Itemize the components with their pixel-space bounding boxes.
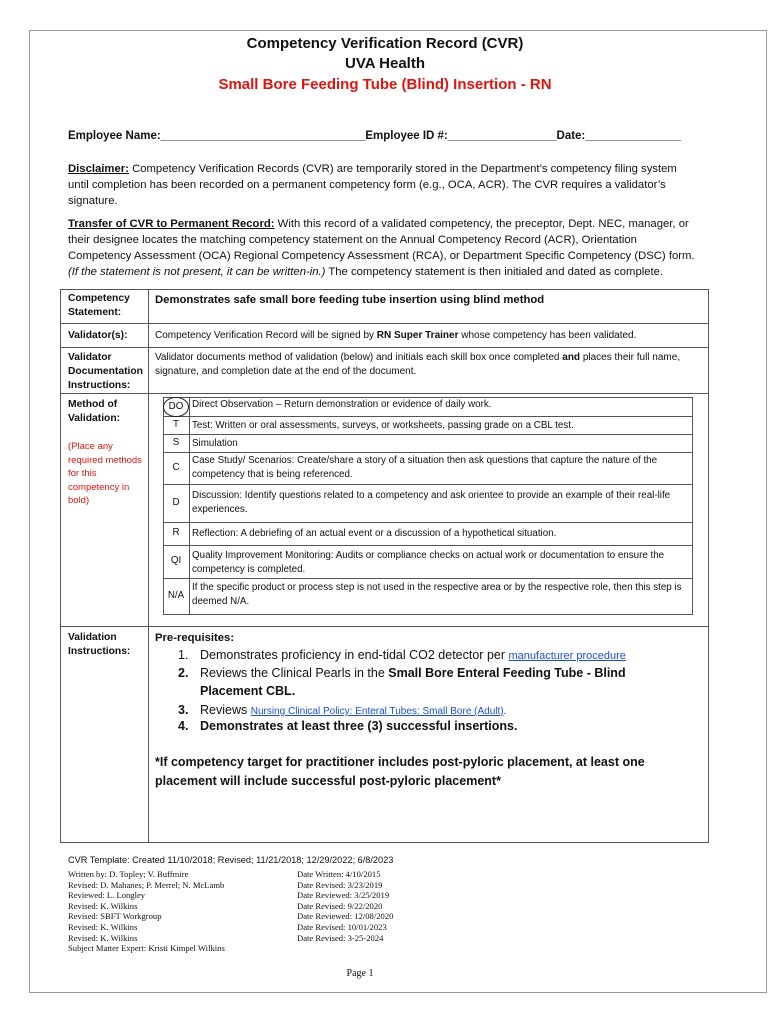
revision-date: Date Reviewed: 3/25/2019 — [297, 890, 390, 901]
prereq-2-text: Reviews the Clinical Pearls in the — [200, 666, 389, 680]
revision-entry: Subject Matter Expert: Kristi Kimpel Wilkins — [68, 943, 225, 954]
validator-doc-post: places their full name, signature, and completion date at the end of the document. — [155, 352, 681, 377]
method-code: DO — [168, 401, 184, 412]
revision-entry: Reviewed: L. Longley — [68, 890, 146, 901]
method-code: C — [172, 462, 180, 473]
table-column-divider — [148, 289, 149, 843]
revision-history-left — [68, 869, 225, 954]
revision-entry: Revised: K. Wilkins — [68, 932, 138, 943]
employee-info-line: Employee Name:________________________________Employee ID #:_________________Date:_______________ — [68, 130, 682, 142]
method-description: Test: Written or oral assessments, surveys, or worksheets, passing grade on a CBL test. — [192, 420, 574, 431]
manufacturer-procedure-link[interactable]: manufacturer procedure — [508, 650, 626, 662]
validation-instructions-label: Validation Instructions: — [68, 632, 131, 657]
methods-row-divider — [163, 434, 693, 435]
validator-text-post: whose competency has been validated. — [458, 330, 637, 341]
prereq-2-cbl-name: Small Bore Enteral Feeding Tube - Blind Placement CBL — [200, 666, 626, 698]
table-row-divider — [60, 626, 709, 627]
prereq-number: 1. — [178, 648, 189, 662]
validator-doc-label: Validator Documentation Instructions: — [68, 352, 143, 391]
disclaimer-paragraph — [68, 161, 700, 209]
method-code: R — [172, 527, 180, 538]
prereq-number: 2. — [178, 666, 189, 680]
prereq-item-1 — [200, 646, 700, 665]
prereq-1-text: Demonstrates proficiency in end-tidal CO2 detector per — [200, 648, 506, 662]
method-description: Discussion: Identify questions related to a competency and ask orientee to provide an example of their real-life experiences. — [192, 490, 671, 515]
disclaimer-text: Competency Verification Records (CVR) are temporarily stored in the Department’s competency filing system until completion has been recorded on a permanent competency form (e.g., OCA, ACR). The CVR requires a validator’s signature. — [68, 163, 677, 207]
validator-doc-pre: Validator documents method of validation (below) and initials each skill box once completed — [155, 352, 563, 363]
transfer-text: With this record of a validated competency, the preceptor, Dept. NEC, manager, or their designee locates the matching competency statement on the Annual Competency Record (ACR), Orientation Competency Assessment (OCA) Regional Competency Assessment (RCA), or Department Specific Competency (DSC) form. — [68, 218, 695, 262]
revision-entry: Written by: D. Topley; V. Buffmire — [68, 869, 189, 879]
validator-label: Validator(s): — [68, 330, 128, 341]
competency-statement-label: Competency Statement: — [68, 293, 130, 318]
method-code: S — [172, 437, 180, 448]
transfer-italic-note: (If the statement is not present, it can be written-in.) — [68, 266, 326, 278]
post-pyloric-note: *If competency target for practitioner includes post-pyloric placement, at least one placement will include successful post-pyloric placement* — [155, 755, 645, 788]
disclaimer-label: Disclaimer: — [68, 163, 129, 175]
methods-row-divider — [163, 545, 693, 546]
methods-row-divider — [163, 484, 693, 485]
methods-row-divider — [163, 578, 693, 579]
revision-date: Date Reviewed: 12/08/2020 — [297, 911, 394, 922]
transfer-label: Transfer of CVR to Permanent Record: — [68, 218, 275, 230]
revision-date: Date Revised: 9/22/2020 — [297, 900, 383, 911]
revision-date: Date Revised: 10/01/2023 — [297, 921, 387, 932]
prereq-number: 3. — [178, 703, 189, 717]
method-note: (Place any required methods for this competency in bold) — [68, 441, 142, 506]
prereq-item-3: Reviews Nursing Clinical Policy: Enteral Tubes: Small Bore (Adult). — [200, 703, 507, 717]
organization-name: UVA Health — [344, 55, 425, 72]
method-description: Quality Improvement Monitoring: Audits or compliance checks on actual work or documentation to ensure the competency is completed. — [192, 550, 665, 575]
table-row-divider — [60, 347, 709, 348]
validator-value — [155, 329, 703, 343]
revision-entry: Revised: D. Mahanes; P. Merrel; N. McLamb — [68, 879, 225, 890]
method-description: Case Study/ Scenarios: Create/share a story of a situation then ask questions that capture the nature of the competency that is being referenced. — [192, 455, 658, 480]
page-number: Page 1 — [346, 968, 374, 979]
method-code: D — [172, 497, 180, 508]
template-info: CVR Template: Created 11/10/2018; Revised; 11/21/2018; 12/29/2022; 6/8/2023 — [68, 855, 394, 865]
prereq-item-4: Demonstrates at least three (3) successful insertions. — [200, 719, 518, 733]
table-row-divider — [60, 393, 709, 394]
page-title: Competency Verification Record (CVR) — [246, 35, 524, 52]
method-code: N/A — [167, 590, 185, 601]
method-description: Simulation — [192, 438, 238, 449]
revision-entry: Revised: K. Wilkins — [68, 921, 138, 932]
nursing-policy-link[interactable]: Nursing Clinical Policy: Enteral Tubes: Small Bore (Adult) — [250, 706, 504, 717]
method-code: QI — [170, 555, 182, 566]
revision-entry: Revised: SBFT Workgroup — [68, 911, 162, 922]
competency-subtitle: Small Bore Feeding Tube (Blind) Insertion - RN — [218, 76, 552, 93]
competency-statement-value: Demonstrates safe small bore feeding tube insertion using blind method — [155, 294, 545, 306]
method-code: T — [173, 419, 179, 430]
methods-row-divider — [163, 522, 693, 523]
prereq-item-2: Reviews the Clinical Pearls in the Small Bore Enteral Feeding Tube - Blind Placement CBL. — [200, 666, 626, 698]
method-description: Direct Observation – Return demonstration or evidence of daily work. — [192, 399, 492, 410]
prereq-3-text: Reviews — [200, 703, 248, 717]
methods-column-divider — [189, 397, 190, 615]
revision-date: Date Revised: 3-25-2024 — [297, 932, 384, 943]
validator-role: RN Super Trainer — [376, 330, 459, 341]
revision-date: Date Revised: 3/23/2019 — [297, 879, 383, 890]
methods-row-divider — [163, 452, 693, 453]
revision-entry: Revised: K. Wilkins — [68, 900, 138, 911]
transfer-paragraph — [68, 216, 700, 280]
validator-doc-value — [155, 351, 703, 379]
revision-date: Date Written: 4/10/2015 — [297, 869, 381, 879]
revision-history-right — [297, 869, 393, 943]
method-of-validation-label: Method of Validation: — [68, 399, 121, 424]
table-row-divider — [60, 323, 709, 324]
validator-doc-bold: and — [562, 352, 581, 363]
method-description: Reflection: A debriefing of an actual event or a discussion of a hypothetical situation. — [192, 528, 557, 539]
prereq-number: 4. — [178, 719, 189, 733]
transfer-tail: The competency statement is then initialed and dated as complete. — [328, 266, 664, 278]
validator-text-pre: Competency Verification Record will be signed by — [155, 330, 377, 341]
prerequisites-title: Pre-requisites: — [155, 632, 235, 644]
methods-row-divider — [163, 416, 693, 417]
method-description: If the specific product or process step is not used in the respective area or by the respective role, then this step is deemed N/A. — [192, 582, 682, 607]
